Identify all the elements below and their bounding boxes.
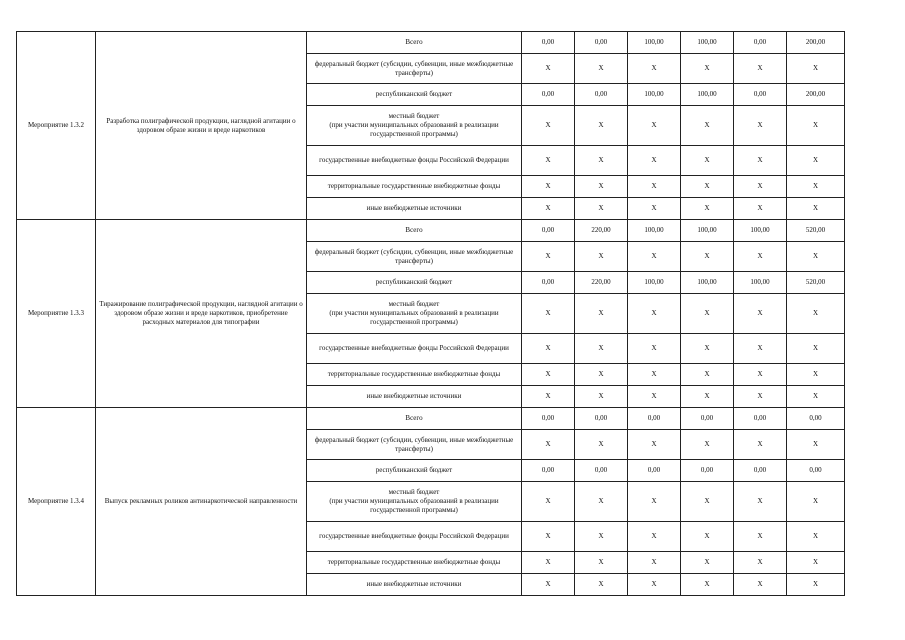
value-cell: 100,00	[681, 32, 734, 54]
funding-source-cell: федеральный бюджет (субсидии, субвенции, иные межбюджетные трансферты)	[307, 54, 522, 84]
value-cell: X	[628, 574, 681, 596]
value-cell: X	[628, 106, 681, 146]
value-cell: X	[681, 176, 734, 198]
value-cell: X	[681, 242, 734, 272]
funding-source-cell: местный бюджет (при участии муниципальных образований в реализации государственной программы)	[307, 294, 522, 334]
value-cell: X	[681, 54, 734, 84]
value-cell: X	[628, 242, 681, 272]
funding-source-cell: местный бюджет (при участии муниципальных образований в реализации государственной программы)	[307, 482, 522, 522]
value-cell: X	[734, 552, 787, 574]
funding-source-cell: республиканский бюджет	[307, 84, 522, 106]
value-cell: X	[787, 574, 845, 596]
value-cell: X	[734, 574, 787, 596]
value-cell: 520,00	[787, 272, 845, 294]
value-cell: X	[734, 334, 787, 364]
value-cell: 220,00	[575, 220, 628, 242]
value-cell: X	[734, 106, 787, 146]
value-cell: X	[575, 146, 628, 176]
value-cell: X	[522, 146, 575, 176]
funding-source-cell: территориальные государственные внебюджетные фонды	[307, 552, 522, 574]
value-cell: X	[787, 106, 845, 146]
value-cell: 0,00	[734, 84, 787, 106]
funding-source-cell: местный бюджет (при участии муниципальных образований в реализации государственной программы)	[307, 106, 522, 146]
value-cell: 220,00	[575, 272, 628, 294]
funding-source-cell: иные внебюджетные источники	[307, 386, 522, 408]
value-cell: 0,00	[522, 408, 575, 430]
value-cell: X	[787, 54, 845, 84]
value-cell: X	[734, 146, 787, 176]
funding-source-cell: территориальные государственные внебюджетные фонды	[307, 364, 522, 386]
value-cell: 0,00	[628, 408, 681, 430]
value-cell: X	[734, 294, 787, 334]
funding-source-cell: государственные внебюджетные фонды Российской Федерации	[307, 146, 522, 176]
budget-table-body	[17, 32, 845, 596]
value-cell: X	[787, 198, 845, 220]
funding-source-cell: иные внебюджетные источники	[307, 198, 522, 220]
value-cell: X	[787, 522, 845, 552]
value-cell: X	[522, 106, 575, 146]
value-cell: X	[681, 146, 734, 176]
funding-source-cell: федеральный бюджет (субсидии, субвенции, иные межбюджетные трансферты)	[307, 242, 522, 272]
value-cell: X	[787, 430, 845, 460]
value-cell: X	[522, 430, 575, 460]
funding-source-cell: Всего	[307, 220, 522, 242]
value-cell: X	[681, 522, 734, 552]
value-cell: X	[575, 430, 628, 460]
measure-id-cell: Мероприятие 1.3.4	[17, 408, 96, 596]
value-cell: 0,00	[787, 408, 845, 430]
measure-id-cell: Мероприятие 1.3.2	[17, 32, 96, 220]
value-cell: X	[681, 198, 734, 220]
value-cell: X	[522, 198, 575, 220]
measure-name-cell: Выпуск рекламных роликов антинаркотической направленности	[96, 408, 307, 596]
value-cell: X	[628, 198, 681, 220]
value-cell: 200,00	[787, 84, 845, 106]
budget-table	[16, 31, 845, 596]
measure-id-cell: Мероприятие 1.3.3	[17, 220, 96, 408]
value-cell: X	[628, 522, 681, 552]
value-cell: X	[575, 176, 628, 198]
value-cell: 100,00	[628, 272, 681, 294]
value-cell: X	[734, 482, 787, 522]
value-cell: 100,00	[628, 220, 681, 242]
value-cell: 0,00	[522, 460, 575, 482]
value-cell: X	[522, 364, 575, 386]
value-cell: 0,00	[734, 408, 787, 430]
value-cell: X	[681, 294, 734, 334]
value-cell: X	[522, 176, 575, 198]
value-cell: X	[734, 430, 787, 460]
value-cell: X	[681, 574, 734, 596]
measure-name-cell: Тиражирование полиграфической продукции, наглядной агитации о здоровом образе жизни и вреде наркотиков, приобретение расходных материалов для типографии	[96, 220, 307, 408]
table-row	[17, 408, 845, 430]
value-cell: X	[734, 242, 787, 272]
funding-source-cell: государственные внебюджетные фонды Российской Федерации	[307, 334, 522, 364]
value-cell: 0,00	[575, 408, 628, 430]
value-cell: 100,00	[734, 272, 787, 294]
value-cell: X	[787, 364, 845, 386]
value-cell: X	[787, 334, 845, 364]
funding-source-cell: республиканский бюджет	[307, 460, 522, 482]
value-cell: X	[681, 334, 734, 364]
value-cell: X	[734, 522, 787, 552]
table-row	[17, 32, 845, 54]
value-cell: X	[575, 54, 628, 84]
value-cell: X	[575, 294, 628, 334]
value-cell: X	[628, 386, 681, 408]
value-cell: X	[575, 364, 628, 386]
value-cell: X	[787, 176, 845, 198]
value-cell: 0,00	[522, 84, 575, 106]
value-cell: X	[522, 552, 575, 574]
value-cell: X	[522, 294, 575, 334]
value-cell: 100,00	[628, 84, 681, 106]
value-cell: X	[734, 386, 787, 408]
value-cell: X	[522, 574, 575, 596]
value-cell: 0,00	[575, 32, 628, 54]
value-cell: X	[628, 364, 681, 386]
table-row	[17, 220, 845, 242]
value-cell: 0,00	[575, 84, 628, 106]
value-cell: X	[787, 386, 845, 408]
value-cell: 0,00	[522, 32, 575, 54]
value-cell: X	[787, 482, 845, 522]
value-cell: 100,00	[681, 84, 734, 106]
value-cell: X	[628, 54, 681, 84]
value-cell: X	[575, 386, 628, 408]
value-cell: X	[522, 522, 575, 552]
value-cell: X	[734, 176, 787, 198]
value-cell: X	[681, 364, 734, 386]
value-cell: X	[575, 522, 628, 552]
value-cell: X	[522, 242, 575, 272]
value-cell: X	[681, 430, 734, 460]
value-cell: X	[522, 54, 575, 84]
value-cell: X	[787, 552, 845, 574]
value-cell: 200,00	[787, 32, 845, 54]
value-cell: X	[575, 198, 628, 220]
value-cell: 100,00	[628, 32, 681, 54]
value-cell: 0,00	[628, 460, 681, 482]
value-cell: X	[628, 482, 681, 522]
value-cell: X	[681, 386, 734, 408]
value-cell: X	[522, 334, 575, 364]
value-cell: 0,00	[522, 272, 575, 294]
value-cell: X	[628, 334, 681, 364]
value-cell: X	[522, 386, 575, 408]
value-cell: X	[734, 364, 787, 386]
value-cell: X	[628, 430, 681, 460]
value-cell: 0,00	[681, 408, 734, 430]
value-cell: 0,00	[681, 460, 734, 482]
value-cell: X	[681, 482, 734, 522]
value-cell: X	[787, 294, 845, 334]
funding-source-cell: республиканский бюджет	[307, 272, 522, 294]
funding-source-cell: территориальные государственные внебюджетные фонды	[307, 176, 522, 198]
value-cell: X	[681, 552, 734, 574]
value-cell: X	[628, 176, 681, 198]
value-cell: 0,00	[787, 460, 845, 482]
value-cell: X	[575, 242, 628, 272]
value-cell: X	[787, 146, 845, 176]
value-cell: X	[575, 334, 628, 364]
funding-source-cell: Всего	[307, 408, 522, 430]
value-cell: X	[734, 198, 787, 220]
value-cell: X	[734, 54, 787, 84]
value-cell: X	[628, 552, 681, 574]
value-cell: X	[575, 482, 628, 522]
value-cell: X	[787, 242, 845, 272]
measure-name-cell: Разработка полиграфической продукции, наглядной агитации о здоровом образе жизни и вреде наркотиков	[96, 32, 307, 220]
value-cell: 520,00	[787, 220, 845, 242]
value-cell: X	[575, 106, 628, 146]
value-cell: X	[628, 294, 681, 334]
value-cell: 100,00	[681, 220, 734, 242]
funding-source-cell: федеральный бюджет (субсидии, субвенции, иные межбюджетные трансферты)	[307, 430, 522, 460]
value-cell: X	[681, 106, 734, 146]
value-cell: X	[628, 146, 681, 176]
funding-source-cell: Всего	[307, 32, 522, 54]
value-cell: X	[575, 574, 628, 596]
value-cell: 0,00	[734, 32, 787, 54]
funding-source-cell: государственные внебюджетные фонды Российской Федерации	[307, 522, 522, 552]
value-cell: X	[522, 482, 575, 522]
value-cell: 0,00	[734, 460, 787, 482]
value-cell: 100,00	[734, 220, 787, 242]
funding-source-cell: иные внебюджетные источники	[307, 574, 522, 596]
value-cell: 0,00	[575, 460, 628, 482]
value-cell: X	[575, 552, 628, 574]
value-cell: 0,00	[522, 220, 575, 242]
value-cell: 100,00	[681, 272, 734, 294]
